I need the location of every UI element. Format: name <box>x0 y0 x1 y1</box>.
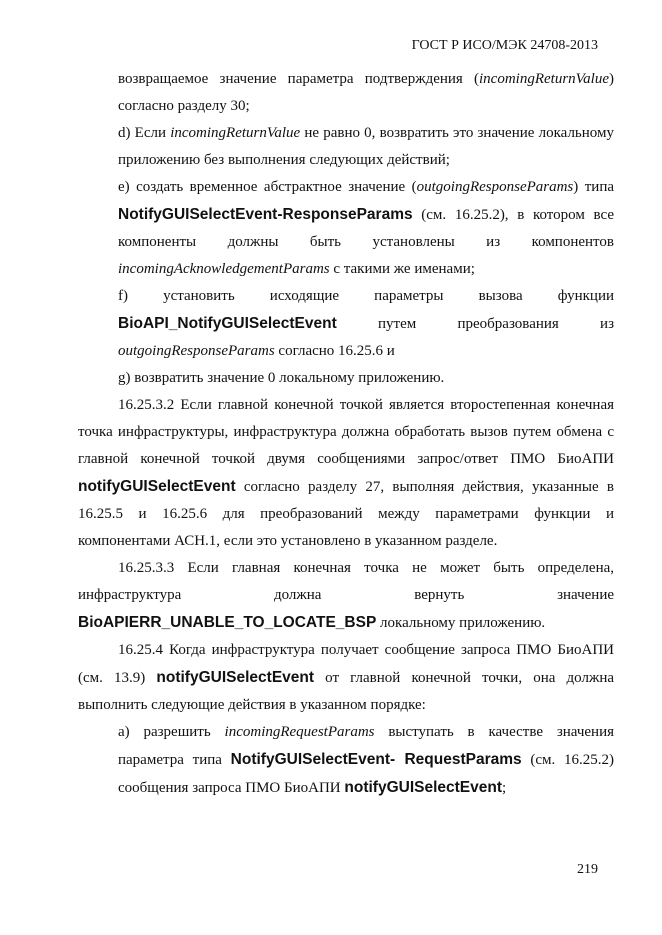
text: 16.25.3.3 Если главная конечная точка не может быть определена, инфраструктура должна вернуть значение <box>78 560 614 603</box>
text: с такими же именами; <box>329 261 475 277</box>
text: f) установить исходящие параметры вызова функции <box>118 288 614 304</box>
list-item-f <box>78 283 614 365</box>
text: d) Если <box>118 125 171 141</box>
page-body <box>78 66 614 802</box>
param-name: incomingRequestParams <box>224 724 375 740</box>
list-item-a <box>78 719 614 802</box>
param-name: incomingReturnValue <box>479 71 609 87</box>
list-item-e <box>78 174 614 283</box>
text: ; <box>502 780 507 796</box>
page-number: 219 <box>577 862 598 877</box>
message-name: notifyGUISelectEvent <box>78 478 236 495</box>
text: a) разрешить <box>118 724 225 740</box>
function-name: BioAPI_NotifyGUISelectEvent <box>118 315 337 332</box>
clause-16-25-3-3 <box>78 555 614 637</box>
text: 16.25.4 Когда инфраструктура получает сообщение запроса ПМО БиоАПИ (см. 13.9) <box>78 642 614 686</box>
text: e) создать временное абстрактное значение ( <box>118 179 417 195</box>
text: (см. 16.25.2), в котором все компоненты должны быть установлены из компонентов <box>118 207 614 250</box>
text: согласно разделу 27, выполняя действия, указанные в 16.25.5 и 16.25.6 для преобразований между параметрами функции и компонентами АСН.1, если это установлено в указанном разделе. <box>78 479 614 549</box>
clause-16-25-3-2 <box>78 392 614 555</box>
type-name: NotifyGUISelectEvent-ResponseParams <box>118 206 413 223</box>
paragraph-return-value <box>78 66 614 120</box>
text: согласно 16.25.6 и <box>274 343 395 359</box>
type-name: NotifyGUISelectEvent- RequestParams <box>230 751 522 768</box>
error-code: BioAPIERR_UNABLE_TO_LOCATE_BSP <box>78 614 377 631</box>
list-item-d <box>78 120 614 174</box>
param-name: incomingReturnValue <box>170 125 301 141</box>
text: g) возвратить значение 0 локальному приложению. <box>118 370 445 386</box>
text: локальному приложению. <box>376 615 546 631</box>
text: выступать в качестве значения параметра типа <box>118 724 614 768</box>
text: 16.25.3.2 Если главной конечной точкой является второстепенная конечная точка инфраструктуры, инфраструктура должна обработать вызов путем обмена с главной конечной точкой двумя сообщениями запрос/ответ ПМО БиоАПИ <box>78 397 614 467</box>
message-name: notifyGUISelectEvent <box>156 669 315 686</box>
message-name: notifyGUISelectEvent <box>344 779 503 796</box>
param-name: outgoingResponseParams <box>118 343 275 359</box>
text: (см. 16.25.2) сообщения запроса ПМО БиоАПИ <box>118 752 615 796</box>
list-item-g <box>78 365 614 392</box>
text: путем преобразования из <box>336 316 614 332</box>
text: ) типа <box>573 179 614 195</box>
text: ) согласно разделу 30; <box>118 71 614 114</box>
text: от главной конечной точки, она должна выполнить следующие действия в указанном порядке: <box>78 670 615 713</box>
param-name: incomingAcknowledgementParams <box>118 261 330 277</box>
standard-header: ГОСТ Р ИСО/МЭК 24708-2013 <box>411 38 598 53</box>
text: возвращаемое значение параметра подтверждения ( <box>118 71 480 87</box>
param-name: outgoingResponseParams <box>416 179 574 195</box>
text: не равно 0, возвратить это значение локальному приложению без выполнения следующих действий; <box>118 125 615 168</box>
clause-16-25-4 <box>78 637 614 719</box>
